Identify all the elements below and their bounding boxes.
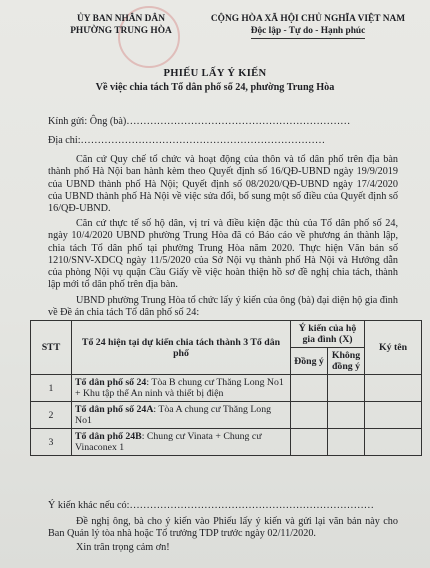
recipient-field: Kính gửi: Ông (bà)………………………………………………………… [48, 116, 351, 127]
table-row [31, 402, 422, 429]
row-detail: : Tòa A chung cư Thăng Long No1 [75, 404, 272, 426]
row-description [72, 429, 291, 456]
header-stt: STT [31, 321, 72, 375]
row-name: Tổ dân phố số 24A [75, 404, 154, 415]
other-opinion-line: Ý kiến khác nếu có:……………………………………………………………… [48, 500, 374, 511]
header-description: Tổ 24 hiện tại dự kiến chia tách thành 3 Tổ dân phố [72, 321, 291, 375]
row-name: Tổ dân phố 24B [75, 431, 142, 442]
table-row [31, 375, 422, 402]
agree-cell[interactable] [291, 429, 328, 456]
row-name: Tổ dân phố số 24 [75, 377, 147, 388]
header-opinion: Ý kiến của hộ gia đình (X) [291, 321, 365, 348]
signature-cell[interactable] [365, 375, 422, 402]
national-title: CỘNG HÒA XÃ HỘI CHỦ NGHĨA VIỆT NAM [210, 14, 406, 24]
issuer-line-1: ỦY BAN NHÂN DÂN [77, 14, 165, 24]
national-motto: Độc lập - Tự do - Hạnh phúc [251, 25, 366, 39]
row-detail: : Tòa B chung cư Thăng Long No1 + Khu tập thể An ninh và thiết bị điện [75, 377, 284, 399]
form-title: PHIẾU LẤY Ý KIẾN [163, 68, 267, 79]
row-detail: : Chung cư Vinata + Chung cư Vinaconex 1 [75, 431, 262, 453]
opinion-table [30, 320, 422, 456]
row-stt: 2 [31, 402, 72, 429]
row-stt: 1 [31, 375, 72, 402]
agree-cell[interactable] [291, 375, 328, 402]
table-row [31, 429, 422, 456]
national-header [196, 13, 420, 39]
row-description [72, 375, 291, 402]
paragraph-1: Căn cứ Quy chế tổ chức và hoạt động của thôn và tổ dân phố trên địa bàn thành phố Hà Nội ban hành kèm theo Quyết định số 16/QĐ-UBND ngày 19/9/2019 của UBND thành phố Hà Nội; Quyết định số 08/2020/QĐ-UBND ngày 17/4/2020 của UBND thành phố Hà Nội về việc sửa đổi, bổ sung một số điều của Quyết định số 16/QĐ-UBND. [48, 154, 398, 215]
paragraph-3: UBND phường Trung Hòa tổ chức lấy ý kiến của ông (bà) đại diện hộ gia đình về Đề án chia tách Tổ dân phố số 24: [48, 295, 398, 319]
issuer-line-2: PHƯỜNG TRUNG HÒA [70, 26, 172, 36]
agree-cell[interactable] [291, 402, 328, 429]
header-disagree: Không đồng ý [328, 348, 365, 375]
footer-thanks: Xin trân trọng cảm ơn! [76, 542, 170, 553]
row-stt: 3 [31, 429, 72, 456]
issuer-header [46, 13, 196, 37]
paragraph-2: Căn cứ thực tế số hộ dân, vị trí và điều kiện đặc thù của Tổ dân phố số 24, ngày 10/4/2020 UBND phường Trung Hòa đã có Báo cáo về phương án thành lập, chia tách Tổ dân phố tại phường Trung Hòa năm 2020. Thực hiện Văn bản số 1210/SNV-XDCQ ngày 11/5/2020 của Sở Nội vụ thành phố Hà Nội và Hướng dẫn của phòng Nội vụ quận Cầu Giấy về việc hoàn thiện hồ sơ đề nghị chia tách, thành lập mới tổ dân phố trên địa bàn. [48, 218, 398, 291]
disagree-cell[interactable] [328, 402, 365, 429]
header-signature: Ký tên [365, 321, 422, 375]
row-description [72, 402, 291, 429]
header-agree: Đồng ý [291, 348, 328, 375]
footer-request: Đề nghị ông, bà cho ý kiến vào Phiếu lấy ý kiến và gửi lại văn bản này cho Ban Quản lý tòa nhà hoặc Tổ trưởng TDP trước ngày 02/11/2020. [48, 516, 398, 540]
address-field: Địa chỉ:……………………………………………………………… [48, 135, 326, 146]
signature-cell[interactable] [365, 429, 422, 456]
disagree-cell[interactable] [328, 375, 365, 402]
form-subtitle: Về việc chia tách Tổ dân phố số 24, phường Trung Hòa [95, 82, 335, 93]
disagree-cell[interactable] [328, 429, 365, 456]
signature-cell[interactable] [365, 402, 422, 429]
